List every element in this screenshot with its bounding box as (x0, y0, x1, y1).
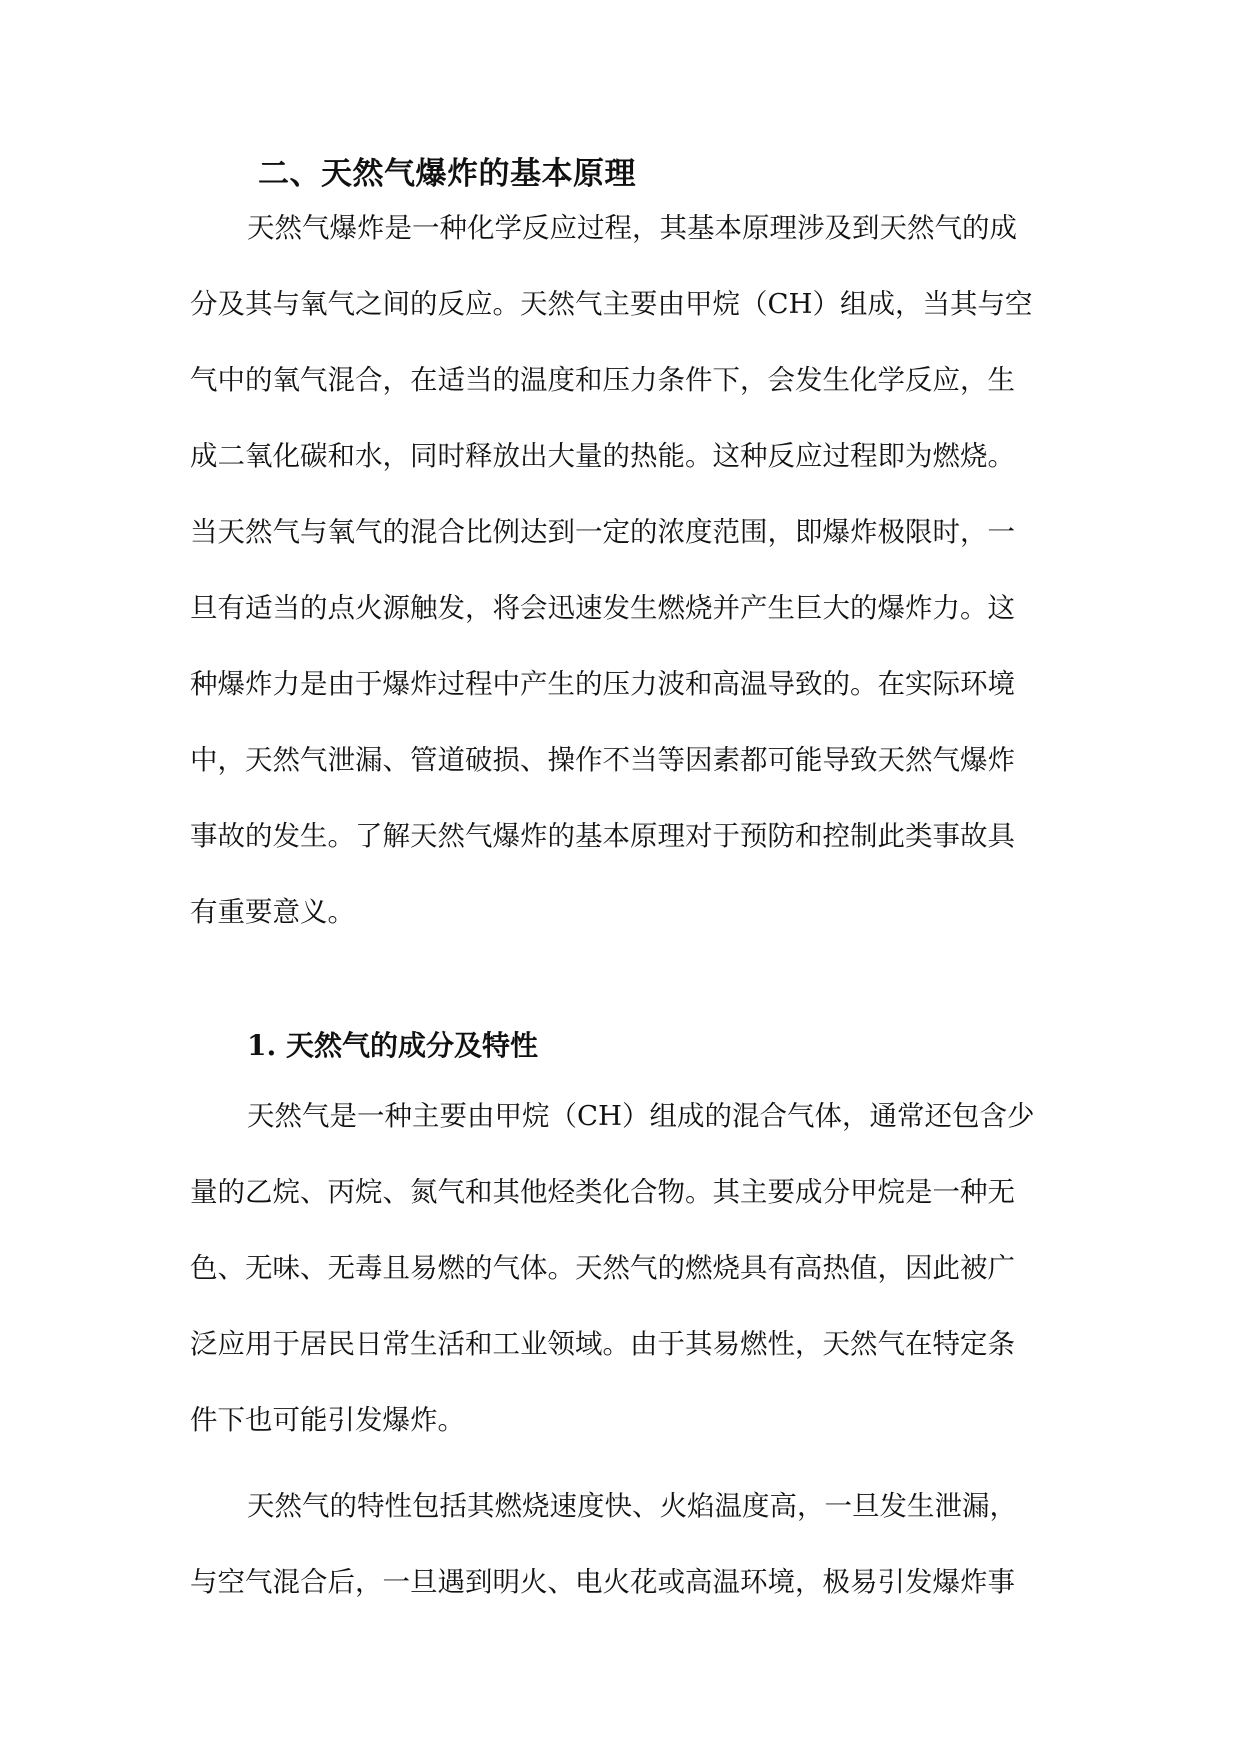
paragraph-principle (190, 190, 1060, 950)
paragraph-line: 有重要意义。 (190, 896, 355, 928)
paragraph-line: 当天然气与氧气的混合比例达到一定的浓度范围，即爆炸极限时，一 (190, 516, 1015, 548)
paragraph-composition (190, 1078, 1060, 1458)
paragraph-line: 与空气混合后，一旦遇到明火、电火花或高温环境，极易引发爆炸事 (190, 1566, 1015, 1598)
paragraph-line: 天然气爆炸是一种化学反应过程，其基本原理涉及到天然气的成 (247, 212, 1017, 244)
paragraph-line: 天然气的特性包括其燃烧速度快、火焰温度高，一旦发生泄漏， (247, 1490, 1017, 1522)
paragraph-properties (190, 1468, 1060, 1620)
paragraph-line: 事故的发生。了解天然气爆炸的基本原理对于预防和控制此类事故具 (190, 820, 1015, 852)
paragraph-line: 种爆炸力是由于爆炸过程中产生的压力波和高温导致的。在实际环境 (190, 668, 1015, 700)
paragraph-line: 分及其与氧气之间的反应。天然气主要由甲烷（CH）组成，当其与空 (190, 288, 1033, 320)
paragraph-line: 旦有适当的点火源触发，将会迅速发生燃烧并产生巨大的爆炸力。这 (190, 592, 1015, 624)
paragraph-line: 中，天然气泄漏、管道破损、操作不当等因素都可能导致天然气爆炸 (190, 744, 1015, 776)
paragraph-line: 色、无味、无毒且易燃的气体。天然气的燃烧具有高热值，因此被广 (190, 1252, 1015, 1284)
section-heading: 二、天然气爆炸的基本原理 (258, 156, 636, 192)
paragraph-line: 泛应用于居民日常生活和工业领域。由于其易燃性，天然气在特定条 (190, 1328, 1015, 1360)
paragraph-line: 成二氧化碳和水，同时释放出大量的热能。这种反应过程即为燃烧。 (190, 440, 1015, 472)
subsection-heading: 1. 天然气的成分及特性 (247, 1029, 538, 1062)
paragraph-line: 天然气是一种主要由甲烷（CH）组成的混合气体，通常还包含少 (247, 1100, 1035, 1132)
paragraph-line: 件下也可能引发爆炸。 (190, 1404, 465, 1436)
paragraph-line: 气中的氧气混合，在适当的温度和压力条件下，会发生化学反应，生 (190, 364, 1015, 396)
paragraph-line: 量的乙烷、丙烷、氮气和其他烃类化合物。其主要成分甲烷是一种无 (190, 1176, 1015, 1208)
